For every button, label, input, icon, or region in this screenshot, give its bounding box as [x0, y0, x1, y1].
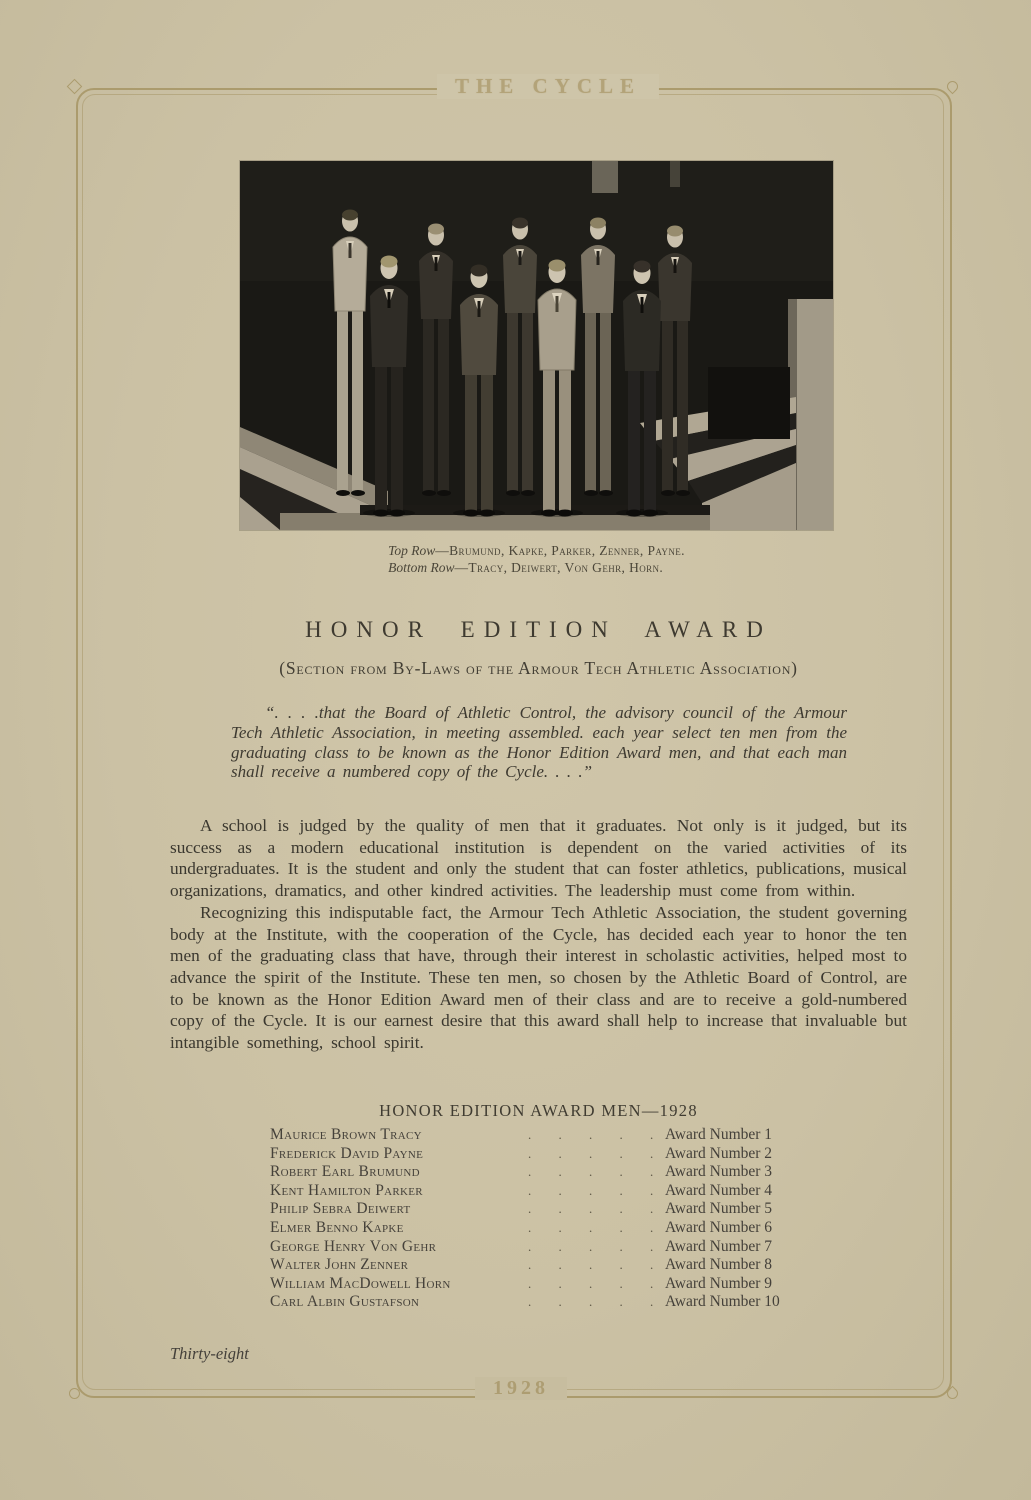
honoree-name: George Henry Von Gehr	[270, 1237, 437, 1255]
article-body	[170, 815, 907, 1054]
running-header-title: THE CYCLE	[454, 74, 642, 98]
dot-leader: . . . . .	[528, 1145, 654, 1161]
award-number: Award Number 3	[665, 1163, 773, 1181]
award-number: Award Number 2	[665, 1144, 773, 1162]
honoree-name: Elmer Benno Kapke	[270, 1218, 404, 1236]
dot-leader: . . . . .	[528, 1294, 654, 1310]
honor-list-row	[270, 1219, 817, 1238]
bylaw-quote: “. . . .that the Board of Athletic Control, the advisory council of the Armour Tech Athletic Association, in meeting assembled. each year select ten men from the graduating class to be known as the Honor Edition Award men, and that each man shall receive a numbered copy of the Cycle. . . .”	[231, 703, 847, 782]
honoree-name: Walter John Zenner	[270, 1256, 409, 1274]
page-title: HONOR EDITION AWARD	[305, 617, 772, 642]
dot-leader: . . . . .	[528, 1219, 654, 1235]
award-number: Award Number 4	[665, 1181, 773, 1199]
page-number: Thirty-eight	[170, 1344, 249, 1363]
award-number: Award Number 1	[665, 1126, 773, 1143]
award-number: Award Number 7	[665, 1237, 773, 1255]
dot-leader: . . . . .	[528, 1275, 654, 1291]
award-number: Award Number 10	[665, 1293, 780, 1311]
group-photo-image	[240, 161, 833, 530]
dot-leader: . . . . .	[528, 1182, 654, 1198]
honoree-name: Carl Albin Gustafson	[270, 1293, 420, 1311]
honoree-name: Kent Hamilton Parker	[270, 1181, 423, 1199]
article-paragraph-2: Recognizing this indisputable fact, the Armour Tech Athletic Association, the student governing body at the Institute, with the cooperation of the Cycle, has decided each year to honor the ten men of the graduating class that have, through their interest in scholastic activities, helped most to advance the spirit of the Institute. These ten men, so chosen by the Athletic Board of Control, are to be known as the Honor Edition Award men of their class and are to receive a gold-numbered copy of the Cycle. It is our earnest desire that this award shall help to increase that invaluable but intangible something, school spirit.	[170, 902, 907, 1053]
honor-list-row	[270, 1256, 817, 1275]
dot-leader: . . . . .	[528, 1238, 654, 1254]
honor-list-row	[270, 1275, 817, 1294]
honor-list	[270, 1126, 817, 1312]
honor-list-row	[270, 1238, 817, 1257]
honor-list-row	[270, 1163, 817, 1182]
caption-bottom-row-label: Bottom Row	[388, 560, 455, 575]
photo-caption-line-2	[388, 559, 685, 576]
running-footer-year: 1928	[493, 1377, 549, 1399]
honoree-name: Maurice Brown Tracy	[270, 1126, 422, 1143]
award-number: Award Number 9	[665, 1274, 773, 1292]
group-photo	[240, 161, 833, 530]
honoree-name: Robert Earl Brumund	[270, 1163, 420, 1181]
award-number: Award Number 6	[665, 1218, 773, 1236]
honor-list-row	[270, 1200, 817, 1219]
dot-leader: . . . . .	[528, 1257, 654, 1273]
caption-top-row-names: —Brumund, Kapke, Parker, Zenner, Payne.	[435, 543, 685, 558]
dot-leader: . . . . .	[528, 1201, 654, 1217]
award-number: Award Number 8	[665, 1256, 773, 1274]
photo-caption	[240, 542, 833, 577]
running-footer	[475, 1377, 567, 1400]
article-paragraph-1: A school is judged by the quality of men that it graduates. Not only is it judged, but its success as a modern educational institution is dependent on the varied activities of its undergraduates. It is the student and only the student that can foster athletics, publications, musical organizations, dramatics, and other kindred activities. The leadership must come from within.	[170, 816, 907, 901]
honoree-name: Philip Sebra Deiwert	[270, 1200, 411, 1218]
page-subtitle: (Section from By-Laws of the Armour Tech Athletic Association)	[279, 658, 798, 678]
running-header	[437, 74, 659, 99]
honor-list-row	[270, 1126, 817, 1145]
caption-bottom-row-names: —Tracy, Deiwert, Von Gehr, Horn.	[454, 560, 664, 575]
corner-ornament-top-right	[945, 79, 961, 95]
honor-list-row	[270, 1145, 817, 1164]
dot-leader: . . . . .	[528, 1127, 654, 1142]
honoree-name: Frederick David Payne	[270, 1144, 424, 1162]
honoree-name: William MacDowell Horn	[270, 1274, 451, 1292]
corner-ornament-top-left	[67, 79, 83, 95]
dot-leader: . . . . .	[528, 1164, 654, 1180]
honor-list-title: HONOR EDITION AWARD MEN—1928	[379, 1101, 698, 1120]
caption-top-row-label: Top Row	[388, 543, 436, 558]
award-number: Award Number 5	[665, 1200, 773, 1218]
honor-list-row	[270, 1293, 817, 1312]
corner-ornament-bottom-left	[69, 1388, 80, 1399]
honor-list-row	[270, 1182, 817, 1201]
photo-caption-line-1	[388, 542, 685, 559]
